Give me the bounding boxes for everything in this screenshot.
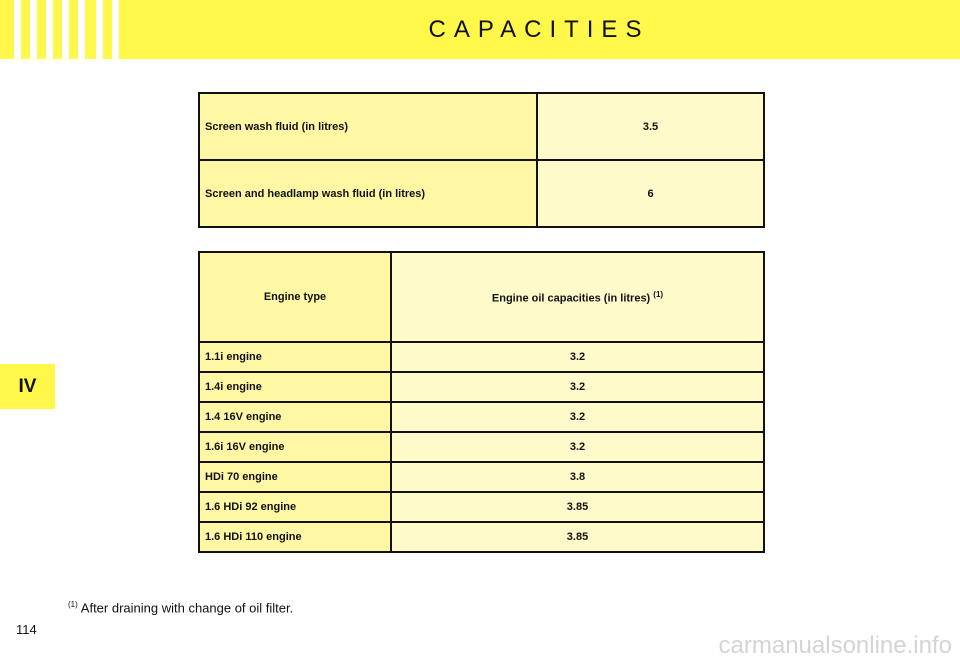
engine-cell: HDi 70 engine (199, 462, 391, 492)
engine-cell: 1.6 HDi 92 engine (199, 492, 391, 522)
engine-cell: 1.4 16V engine (199, 402, 391, 432)
table-row (199, 342, 764, 372)
header-stripe (78, 0, 85, 59)
engine-cell: 1.1i engine (199, 342, 391, 372)
wash-value-cell: 6 (537, 160, 764, 227)
oil-value-cell: 3.85 (391, 522, 764, 552)
header-stripe (14, 0, 21, 59)
wash-label-cell: Screen and headlamp wash fluid (in litres) (199, 160, 537, 227)
oil-value-cell: 3.2 (391, 402, 764, 432)
header-stripe (62, 0, 69, 59)
oil-value-cell: 3.85 (391, 492, 764, 522)
table-row (199, 372, 764, 402)
header-stripe (46, 0, 53, 59)
table-row (199, 522, 764, 552)
watermark: carmanualsonline.info (718, 632, 952, 659)
oil-value-cell: 3.2 (391, 342, 764, 372)
wash-label-cell: Screen wash fluid (in litres) (199, 93, 537, 160)
engine-cell: 1.6i 16V engine (199, 432, 391, 462)
oil-capacity-header (391, 252, 764, 342)
oil-value-cell: 3.2 (391, 372, 764, 402)
engine-cell: 1.6 HDi 110 engine (199, 522, 391, 552)
footnote-marker: (1) (653, 289, 664, 299)
footnote-marker: (1) (68, 600, 78, 609)
section-tab: IV (0, 364, 55, 409)
table-row (199, 492, 764, 522)
oil-value-cell: 3.8 (391, 462, 764, 492)
table-row (199, 160, 764, 227)
header-stripe (96, 0, 103, 59)
table-row (199, 462, 764, 492)
oil-value-cell: 3.2 (391, 432, 764, 462)
engine-oil-table (198, 251, 765, 553)
table-row (199, 402, 764, 432)
engine-cell: 1.4i engine (199, 372, 391, 402)
table-row (199, 93, 764, 160)
page-number: 114 (16, 622, 37, 637)
header-bar (0, 0, 960, 59)
engine-type-header: Engine type (199, 252, 391, 342)
footnote (68, 600, 293, 615)
wash-value-cell: 3.5 (537, 93, 764, 160)
wash-fluid-table (198, 92, 765, 228)
page-title: CAPACITIES (428, 16, 650, 43)
header-stripe (30, 0, 37, 59)
table-header-row (199, 252, 764, 342)
oil-capacity-header-text: Engine oil capacities (in litres) (491, 292, 651, 305)
table-row (199, 432, 764, 462)
footnote-text: After draining with change of oil filter. (80, 600, 294, 616)
